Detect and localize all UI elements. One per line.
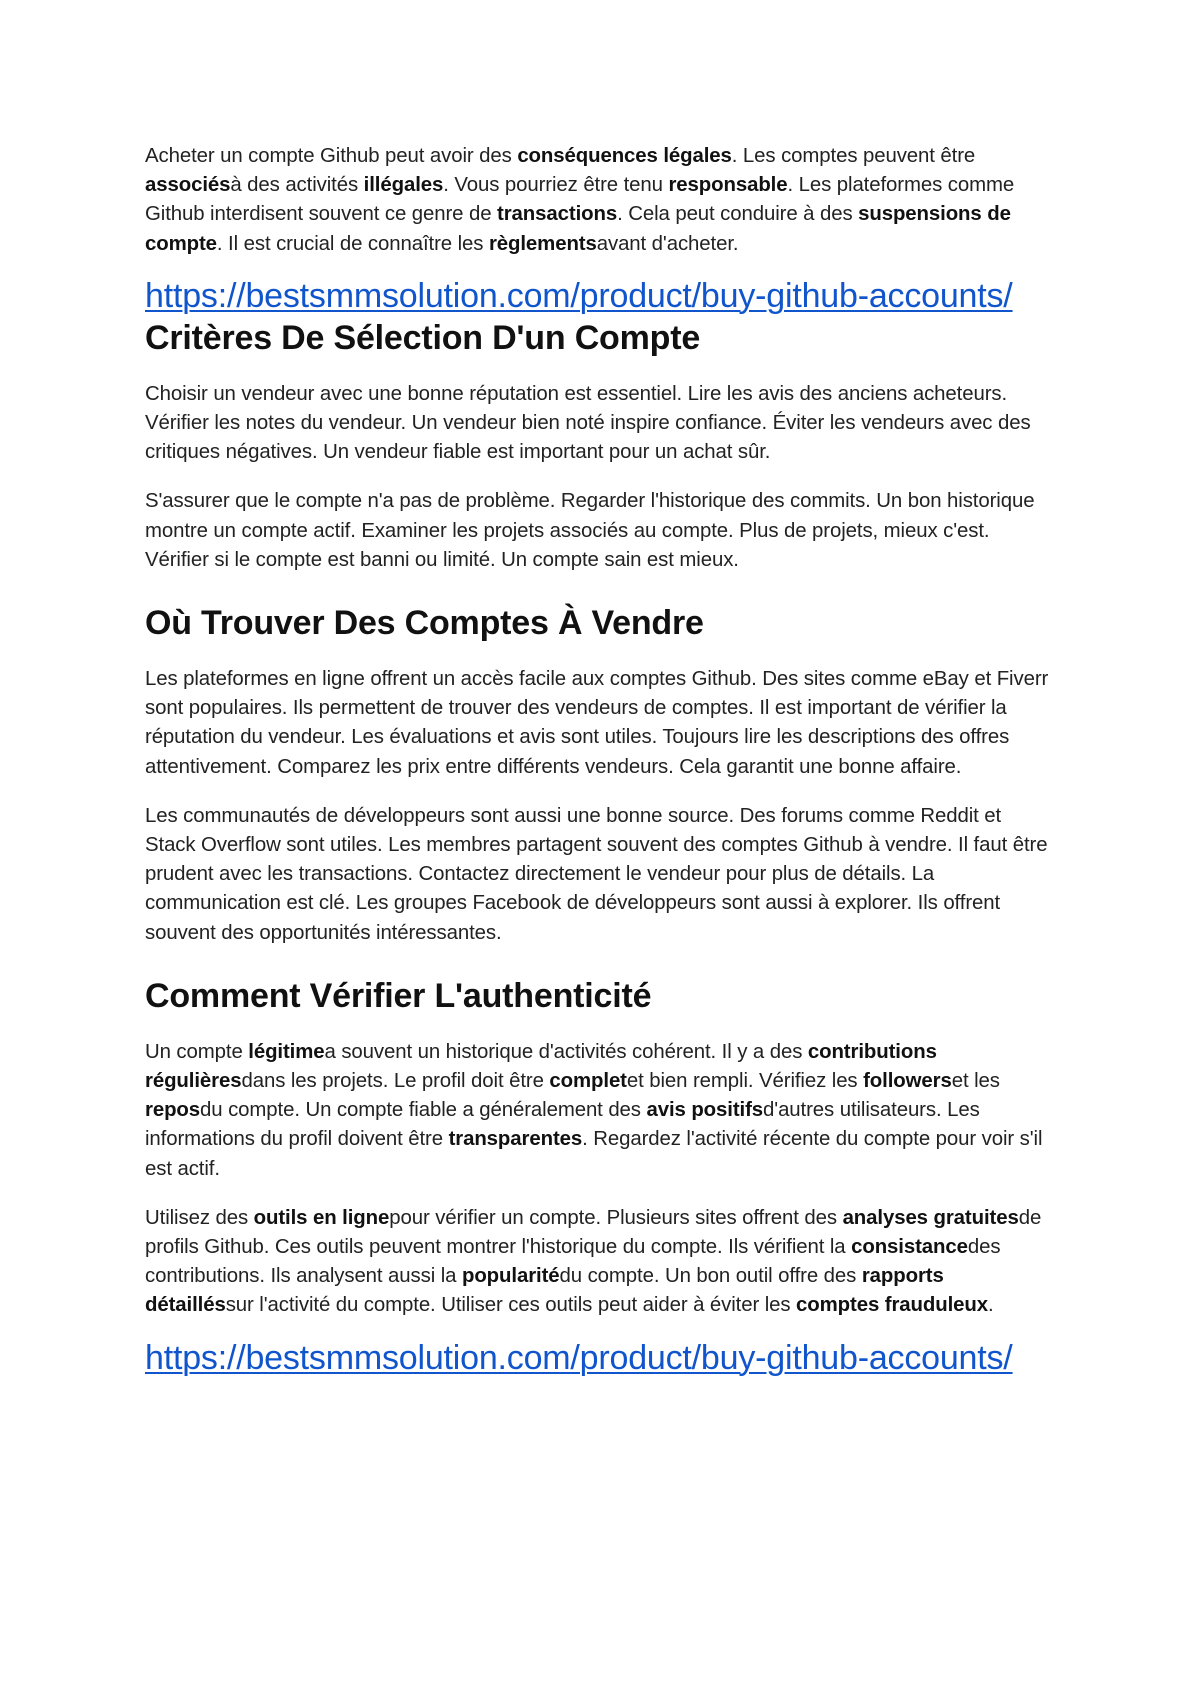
document-page [145,142,1057,1378]
bold-phrase: comptes frauduleux [796,1294,988,1317]
section-heading-selection-criteria: Critères De Sélection D'un Compte [145,318,701,357]
text-run: des contributions. Ils analysent aussi la [145,1236,1001,1288]
text-run: . Regardez l'activité récente du compte pour voir s'il est actif. [145,1128,1043,1180]
bold-phrase: suspensions de compte [145,203,1011,255]
text-run: . Les plateformes comme Github interdisent souvent ce genre de [145,174,1015,226]
text-run: . Cela peut conduire à des [617,203,859,226]
bold-phrase: transparentes [448,1128,583,1151]
paragraph-developer-communities: Les communautés de développeurs sont aussi une bonne source. Des forums comme Reddit et Stack Overflow sont utiles. Les membres partagent souvent des comptes Github à vendre. Il faut être prudent avec les transactions. Contactez directement le vendeur pour plus de détails. La communication est clé. Les groupes Facebook de développeurs sont aussi à explorer. Ils offrent souvent des opportunités intéressantes. [145,804,1048,944]
bold-phrase: règlements [488,232,597,255]
bold-phrase: complet [549,1070,627,1093]
text-run: . Les comptes peuvent être [731,145,976,167]
text-run: pour vérifier un compte. Plusieurs sites offrent des [389,1206,843,1229]
paragraph-account-history: S'assurer que le compte n'a pas de problème. Regarder l'historique des commits. Un bon historique montre un compte actif. Examiner les projets associés au compte. Plus de projets, mieux c'est. Vérifier si le compte est banni ou limité. Un compte sain est mieux. [145,490,1035,571]
text-run: d'autres utilisateurs. Les informations du profil doivent être [145,1099,980,1151]
text-run: dans les projets. Le profil doit être [241,1070,550,1093]
bold-phrase: associés [145,174,231,197]
section-heading-where-to-find: Où Trouver Des Comptes À Vendre [145,604,704,643]
bold-phrase: conséquences légales [517,145,732,167]
bold-phrase: analyses gratuites [842,1206,1019,1229]
text-run: a souvent un historique d'activités cohérent. Il y a des [324,1040,808,1063]
bold-phrase: légitime [248,1040,325,1063]
bold-phrase: responsable [668,174,788,197]
text-run: de profils Github. Ces outils peuvent montrer l'historique du compte. Ils vérifient la [145,1206,1042,1259]
product-link[interactable]: https://bestsmmsolution.com/product/buy-github-accounts/ [145,276,1013,315]
bold-phrase: transactions [497,203,618,226]
text-run: à des activités [230,174,364,197]
bold-phrase: contributions régulières [145,1040,937,1093]
bold-phrase: popularité [461,1265,560,1288]
paragraph-online-tools [145,1204,1057,1321]
text-run: sur l'activité du compte. Utiliser ces outils peut aider à éviter les [225,1294,797,1317]
product-link-bottom[interactable]: https://bestsmmsolution.com/product/buy-github-accounts/ [145,1338,1013,1377]
text-run: Utilisez des [145,1206,254,1229]
text-run: Acheter un compte Github peut avoir des [145,145,518,167]
paragraph-legitimate-account [145,1038,1057,1184]
text-run: . [988,1294,994,1317]
text-run: du compte. Un compte fiable a généralement des [200,1099,647,1122]
text-run: et bien rempli. Vérifiez les [626,1070,864,1093]
bold-phrase: repos [145,1099,201,1122]
bold-phrase: illégales [363,174,444,197]
paragraph-online-platforms: Les plateformes en ligne offrent un accès facile aux comptes Github. Des sites comme eBay et Fiverr sont populaires. Ils permettent de trouver des vendeurs de comptes. Il est important de vérifier la réputation du vendeur. Les évaluations et avis sont utiles. Toujours lire les descriptions des offres attentivement. Comparez les prix entre différents vendeurs. Cela garantit une bonne affaire. [145,668,1049,778]
section-heading-verify-authenticity: Comment Vérifier L'authenticité [145,976,652,1015]
bold-phrase: avis positifs [646,1099,764,1122]
paragraph-seller-reputation: Choisir un vendeur avec une bonne réputation est essentiel. Lire les avis des anciens acheteurs. Vérifier les notes du vendeur. Un vendeur bien noté inspire confiance. Éviter les vendeurs avec des critiques négatives. Un vendeur fiable est important pour un achat sûr. [145,382,1031,464]
text-run: . Il est crucial de connaître les [216,232,489,255]
text-run: et les [951,1070,1000,1093]
paragraph-legal-consequences [145,142,1057,259]
text-run: avant d'acheter. [596,232,739,255]
bold-phrase: followers [863,1070,952,1093]
bold-phrase: outils en ligne [253,1206,390,1229]
bold-phrase: consistance [851,1236,968,1259]
text-run: . Vous pourriez être tenu [443,174,669,197]
text-run: du compte. Un bon outil offre des [559,1265,862,1288]
bold-phrase: rapports détaillés [145,1265,944,1317]
text-run: Un compte [145,1040,249,1063]
